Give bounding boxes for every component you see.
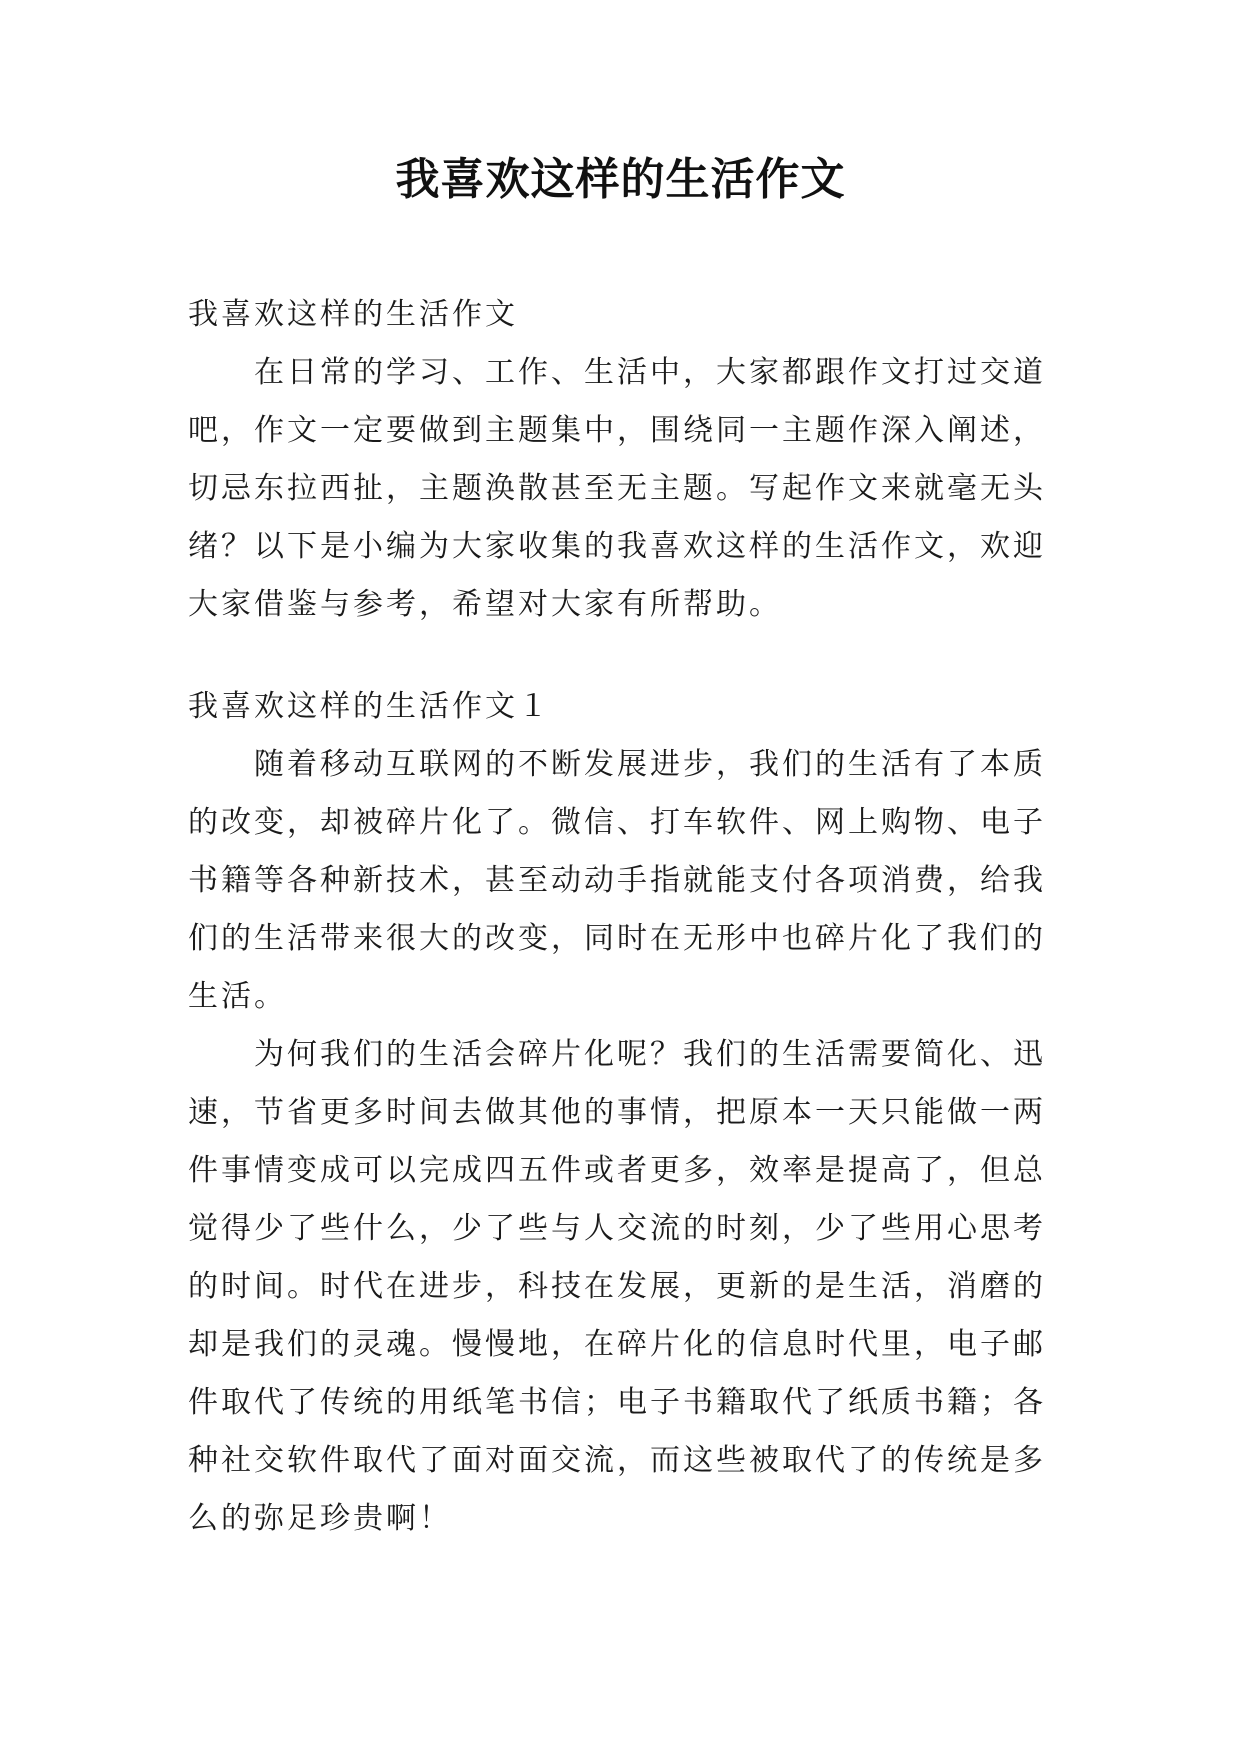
section-heading: 我喜欢这样的生活作文１ (188, 689, 551, 724)
intro-heading: 我喜欢这样的生活作文 (188, 297, 518, 332)
paragraph-line: 绪？以下是小编为大家收集的我喜欢这样的生活作文，欢迎 (188, 529, 1046, 564)
paragraph-line: 随着移动互联网的不断发展进步，我们的生活有了本质 (188, 747, 1046, 782)
paragraph-line: 的时间。时代在进步，科技在发展，更新的是生活，消磨的 (188, 1269, 1046, 1304)
section-spacer (188, 634, 1068, 678)
paragraph-line: 速，节省更多时间去做其他的事情，把原本一天只能做一两 (188, 1095, 1046, 1130)
paragraph-line: 大家借鉴与参考，希望对大家有所帮助。 (188, 587, 782, 622)
paragraph-line: 种社交软件取代了面对面交流，而这些被取代了的传统是多 (188, 1443, 1046, 1478)
paragraph-line: 书籍等各种新技术，甚至动动手指就能支付各项消费，给我 (188, 863, 1046, 898)
paragraph-line: 为何我们的生活会碎片化呢？我们的生活需要简化、迅 (188, 1037, 1046, 1072)
paragraph-line: 觉得少了些什么，少了些与人交流的时刻，少了些用心思考 (188, 1211, 1046, 1246)
document-title: 我喜欢这样的生活作文 (395, 154, 846, 205)
paragraph-line: 却是我们的灵魂。慢慢地，在碎片化的信息时代里，电子邮 (188, 1327, 1046, 1362)
section-paragraph-2 (188, 1026, 1068, 1548)
section-paragraph-1 (188, 736, 1068, 1026)
document-body (188, 286, 1068, 1548)
paragraph-line: 吧，作文一定要做到主题集中，围绕同一主题作深入阐述， (188, 413, 1046, 448)
paragraph-line: 生活。 (188, 979, 287, 1014)
paragraph-line: 件取代了传统的用纸笔书信；电子书籍取代了纸质书籍；各 (188, 1385, 1046, 1420)
intro-paragraph (188, 344, 1068, 634)
paragraph-line: 么的弥足珍贵啊！ (188, 1501, 452, 1536)
paragraph-line: 们的生活带来很大的改变，同时在无形中也碎片化了我们的 (188, 921, 1046, 956)
paragraph-line: 在日常的学习、工作、生活中，大家都跟作文打过交道 (188, 355, 1046, 390)
paragraph-line: 件事情变成可以完成四五件或者更多，效率是提高了，但总 (188, 1153, 1046, 1188)
paragraph-line: 切忌东拉西扯，主题涣散甚至无主题。写起作文来就毫无头 (188, 471, 1046, 506)
paragraph-line: 的改变，却被碎片化了。微信、打车软件、网上购物、电子 (188, 805, 1046, 840)
